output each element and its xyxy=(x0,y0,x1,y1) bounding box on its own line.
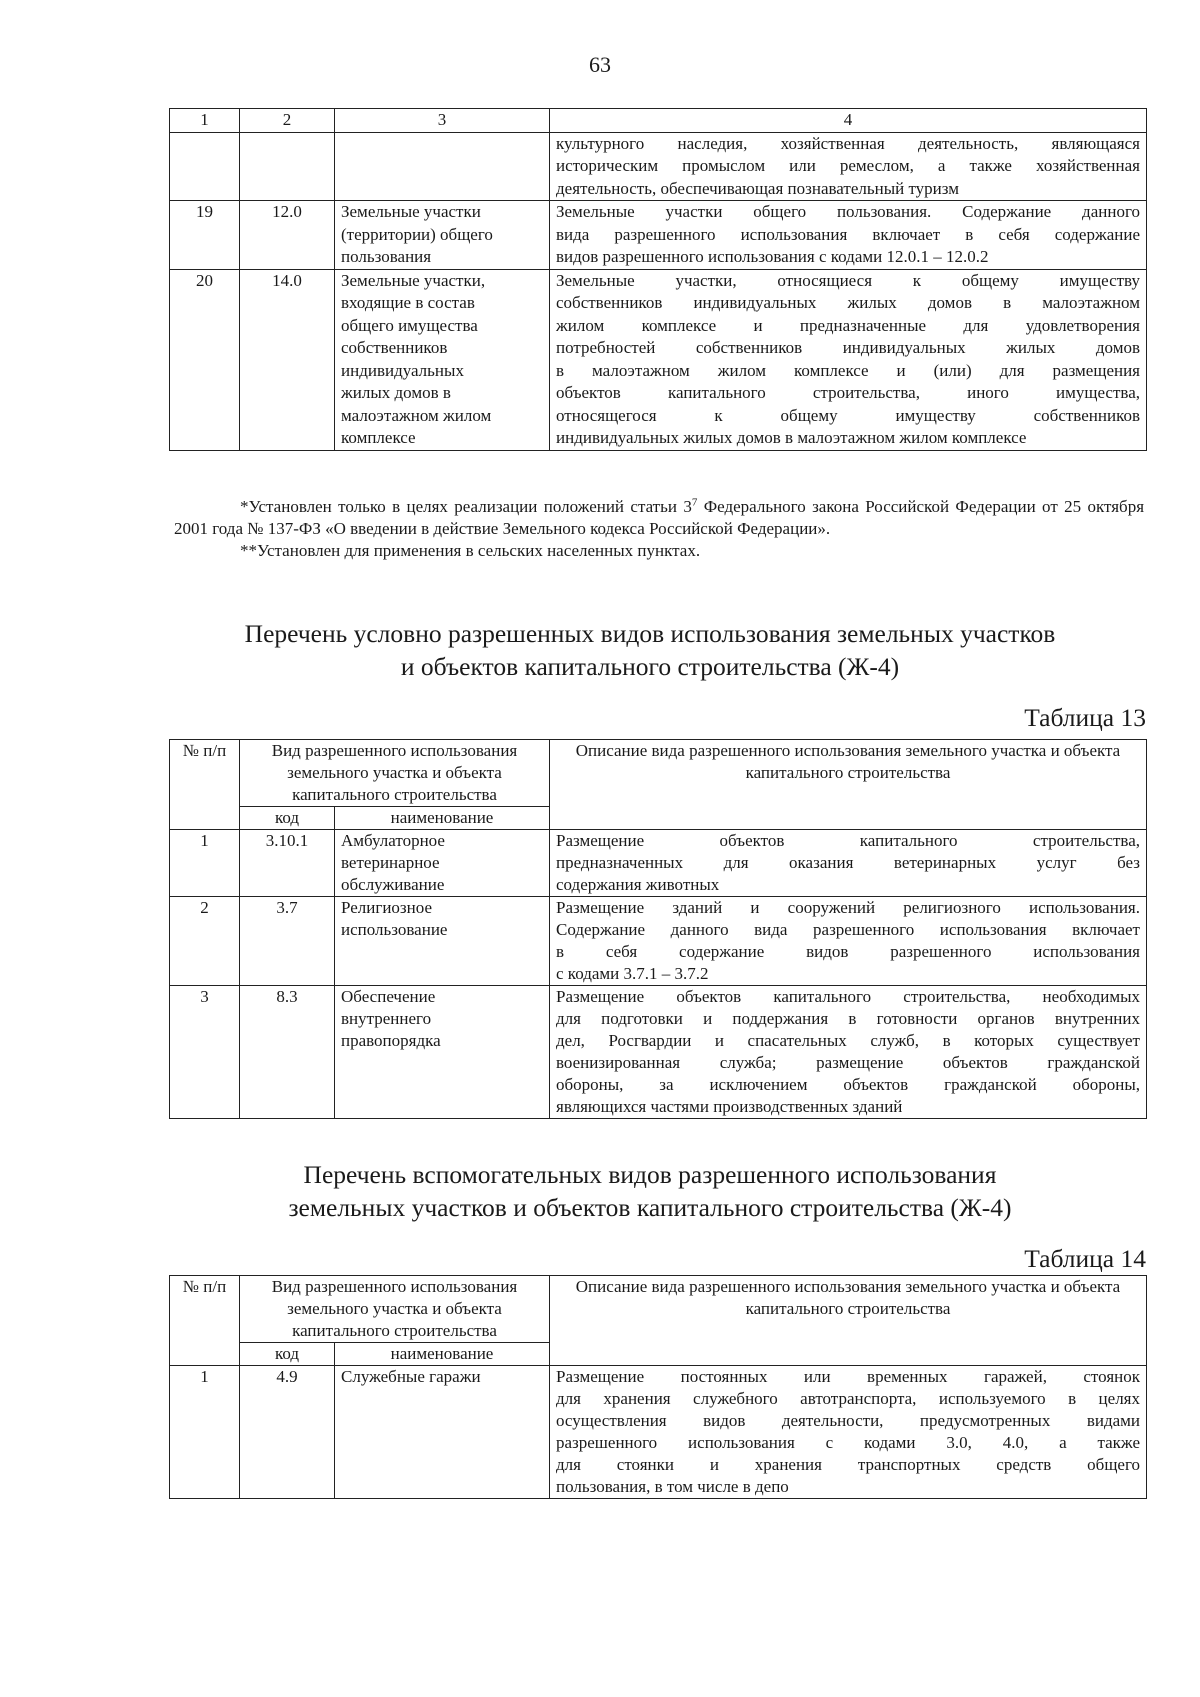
cell-line: Служебные гаражи xyxy=(341,1367,481,1386)
row-code xyxy=(240,132,335,201)
cell-line: Размещение объектов капитального строительства, необходимых xyxy=(556,987,1140,1006)
row-number: 2 xyxy=(170,897,240,986)
row-code: 12.0 xyxy=(240,201,335,270)
table-header-row xyxy=(170,740,1147,807)
cell-line: индивидуальных жилых домов в малоэтажном жилом комплексе xyxy=(556,428,1027,447)
cell-line: Размещение зданий и сооружений религиозного использования. xyxy=(556,898,1140,917)
row-number: 19 xyxy=(170,201,240,270)
cell-line: малоэтажном жилом xyxy=(341,405,492,425)
cell-line: предназначенных для оказания ветеринарных услуг без xyxy=(556,853,1140,872)
cell-line: индивидуальных xyxy=(341,360,464,380)
cell-line: собственников xyxy=(341,338,448,357)
cell-line: вида разрешенного использования включает в себя содержание xyxy=(556,224,1140,244)
heading-line: Перечень вспомогательных видов разрешенного использования xyxy=(303,1160,997,1189)
footnote-1-superscript: 7 xyxy=(691,496,698,509)
table-row xyxy=(170,132,1147,201)
row-description xyxy=(550,986,1147,1119)
table-row xyxy=(170,269,1147,450)
cell-line: комплексе xyxy=(341,428,416,447)
table-14-label: Таблица 14 xyxy=(1024,1244,1146,1273)
row-number: 3 xyxy=(170,986,240,1119)
cell-line: Земельные участки xyxy=(341,202,481,221)
cell-line: собственников индивидуальных жилых домов в малоэтажном xyxy=(556,293,1140,312)
footnote-1 xyxy=(174,496,1144,540)
cell-line: входящие в состав xyxy=(341,293,475,312)
cell-line: в малоэтажном жилом комплексе и (или) для размещения xyxy=(556,360,1140,380)
continuation-table-body xyxy=(170,132,1147,450)
cell-line: Религиозное xyxy=(341,898,432,917)
footnote-2: **Установлен для применения в сельских населенных пунктах. xyxy=(240,541,701,560)
table-13-label: Таблица 13 xyxy=(1024,703,1146,732)
column-header: 1 xyxy=(170,109,240,133)
cell-line: пользования, в том числе в депо xyxy=(556,1477,789,1496)
row-name xyxy=(335,986,550,1119)
cell-line: жилых домов в xyxy=(341,383,451,402)
cell-line: Земельные участки, xyxy=(341,270,486,290)
cell-line: объектов капитального строительства, иного имущества, xyxy=(556,383,1140,402)
row-description xyxy=(550,269,1147,450)
row-name xyxy=(335,1366,550,1499)
section-13-heading xyxy=(150,617,1150,683)
table-header-row xyxy=(170,1276,1147,1343)
column-header-group: Вид разрешенного использования земельного участка и объекта капитального строительства xyxy=(240,1276,550,1343)
column-header-code: код xyxy=(240,1343,335,1366)
cell-line: относящегося к общему имуществу собственников xyxy=(556,405,1140,425)
column-header: 3 xyxy=(335,109,550,133)
cell-line: пользования xyxy=(341,247,432,266)
cell-line: Размещение объектов капитального строительства, xyxy=(556,831,1140,850)
cell-line: видов разрешенного использования с кодами 12.0.1 – 12.0.2 xyxy=(556,247,989,266)
row-description xyxy=(550,201,1147,270)
row-number: 20 xyxy=(170,269,240,450)
column-header-code: код xyxy=(240,807,335,830)
section-14-heading xyxy=(150,1158,1150,1224)
table-row xyxy=(170,201,1147,270)
column-header-desc: Описание вида разрешенного использования земельного участка и объекта капитального строительства xyxy=(550,1276,1147,1366)
page-number: 63 xyxy=(589,52,611,77)
table-13 xyxy=(169,739,1147,1119)
row-name xyxy=(335,132,550,201)
column-header: 4 xyxy=(550,109,1147,133)
heading-line: Перечень условно разрешенных видов использования земельных участков xyxy=(244,619,1056,648)
table-row xyxy=(170,1366,1147,1499)
cell-line: разрешенного использования с кодами 3.0, 4.0, а также xyxy=(556,1433,1140,1452)
row-code: 3.10.1 xyxy=(240,830,335,897)
column-header: 2 xyxy=(240,109,335,133)
table-14-body xyxy=(170,1366,1147,1499)
row-name xyxy=(335,269,550,450)
cell-line: историческим промыслом или ремеслом, а также хозяйственная xyxy=(556,156,1140,175)
row-number: 1 xyxy=(170,1366,240,1499)
column-header-name: наименование xyxy=(335,807,550,830)
row-code: 8.3 xyxy=(240,986,335,1119)
cell-line: использование xyxy=(341,920,448,939)
table-row xyxy=(170,830,1147,897)
row-code: 4.9 xyxy=(240,1366,335,1499)
continuation-table xyxy=(169,108,1147,451)
cell-line: в себя содержание видов разрешенного использования xyxy=(556,942,1140,961)
cell-line: (территории) общего xyxy=(341,224,493,244)
cell-line: содержания животных xyxy=(556,875,720,894)
cell-line: Земельные участки общего пользования. Содержание данного xyxy=(556,202,1140,221)
cell-line: осуществления видов деятельности, предусмотренных видами xyxy=(556,1411,1140,1430)
footnote-1-end: Федерального закона Российской Федерации от 25 октября 2001 года № 137-ФЗ «О введении в действие Земельного кодекса Российской Федерации». xyxy=(174,497,1145,538)
cell-line: для хранения служебного автотранспорта, используемого в целях xyxy=(556,1389,1140,1408)
row-description xyxy=(550,132,1147,201)
table-row xyxy=(170,986,1147,1119)
footnote-1-start: *Установлен только в целях реализации положений статьи 3 xyxy=(240,497,692,516)
cell-line: жилом комплексе и предназначенные для удовлетворения xyxy=(556,315,1140,335)
cell-line: потребностей собственников индивидуальных жилых домов xyxy=(556,338,1140,357)
table-14 xyxy=(169,1275,1147,1499)
cell-line: обслуживание xyxy=(341,875,445,894)
row-name xyxy=(335,897,550,986)
column-header-desc: Описание вида разрешенного использования земельного участка и объекта капитального строительства xyxy=(550,740,1147,830)
column-header-group: Вид разрешенного использования земельного участка и объекта капитального строительства xyxy=(240,740,550,807)
cell-line: военизированная служба; размещение объектов гражданской xyxy=(556,1053,1140,1072)
cell-line: Содержание данного вида разрешенного использования включает xyxy=(556,920,1140,939)
cell-line: внутреннего xyxy=(341,1009,432,1028)
cell-line: Земельные участки, относящиеся к общему имуществу xyxy=(556,270,1140,290)
cell-line: деятельность, обеспечивающая познавательный туризм xyxy=(556,178,960,198)
cell-line: с кодами 3.7.1 – 3.7.2 xyxy=(556,964,709,983)
cell-line: являющихся частями производственных зданий xyxy=(556,1097,903,1116)
table-13-body xyxy=(170,830,1147,1119)
table-row xyxy=(170,897,1147,986)
row-code: 14.0 xyxy=(240,269,335,450)
cell-line: Размещение постоянных или временных гаражей, стоянок xyxy=(556,1367,1140,1386)
row-number: 1 xyxy=(170,830,240,897)
row-description xyxy=(550,1366,1147,1499)
cell-line: для стоянки и хранения транспортных средств общего xyxy=(556,1455,1140,1474)
row-description xyxy=(550,830,1147,897)
cell-line: Обеспечение xyxy=(341,987,436,1006)
cell-line: дел, Росгвардии и спасательных служб, в которых существует xyxy=(556,1031,1140,1050)
cell-line: общего имущества xyxy=(341,315,478,335)
row-number xyxy=(170,132,240,201)
column-header-num: № п/п xyxy=(170,1276,240,1366)
row-name xyxy=(335,830,550,897)
row-name xyxy=(335,201,550,270)
cell-line: культурного наследия, хозяйственная деятельность, являющаяся xyxy=(556,133,1140,153)
footnotes xyxy=(174,496,1144,562)
column-header-num: № п/п xyxy=(170,740,240,830)
cell-line: Амбулаторное xyxy=(341,831,445,850)
row-code: 3.7 xyxy=(240,897,335,986)
cell-line: ветеринарное xyxy=(341,853,440,872)
cell-line: обороны, за исключением объектов гражданской обороны, xyxy=(556,1075,1140,1094)
column-header-name: наименование xyxy=(335,1343,550,1366)
heading-line: и объектов капитального строительства (Ж-4) xyxy=(400,652,900,681)
heading-line: земельных участков и объектов капитального строительства (Ж-4) xyxy=(288,1193,1012,1222)
cell-line: правопорядка xyxy=(341,1031,441,1050)
table-header-row xyxy=(170,109,1147,133)
cell-line: для подготовки и поддержания в готовности органов внутренних xyxy=(556,1009,1140,1028)
row-description xyxy=(550,897,1147,986)
